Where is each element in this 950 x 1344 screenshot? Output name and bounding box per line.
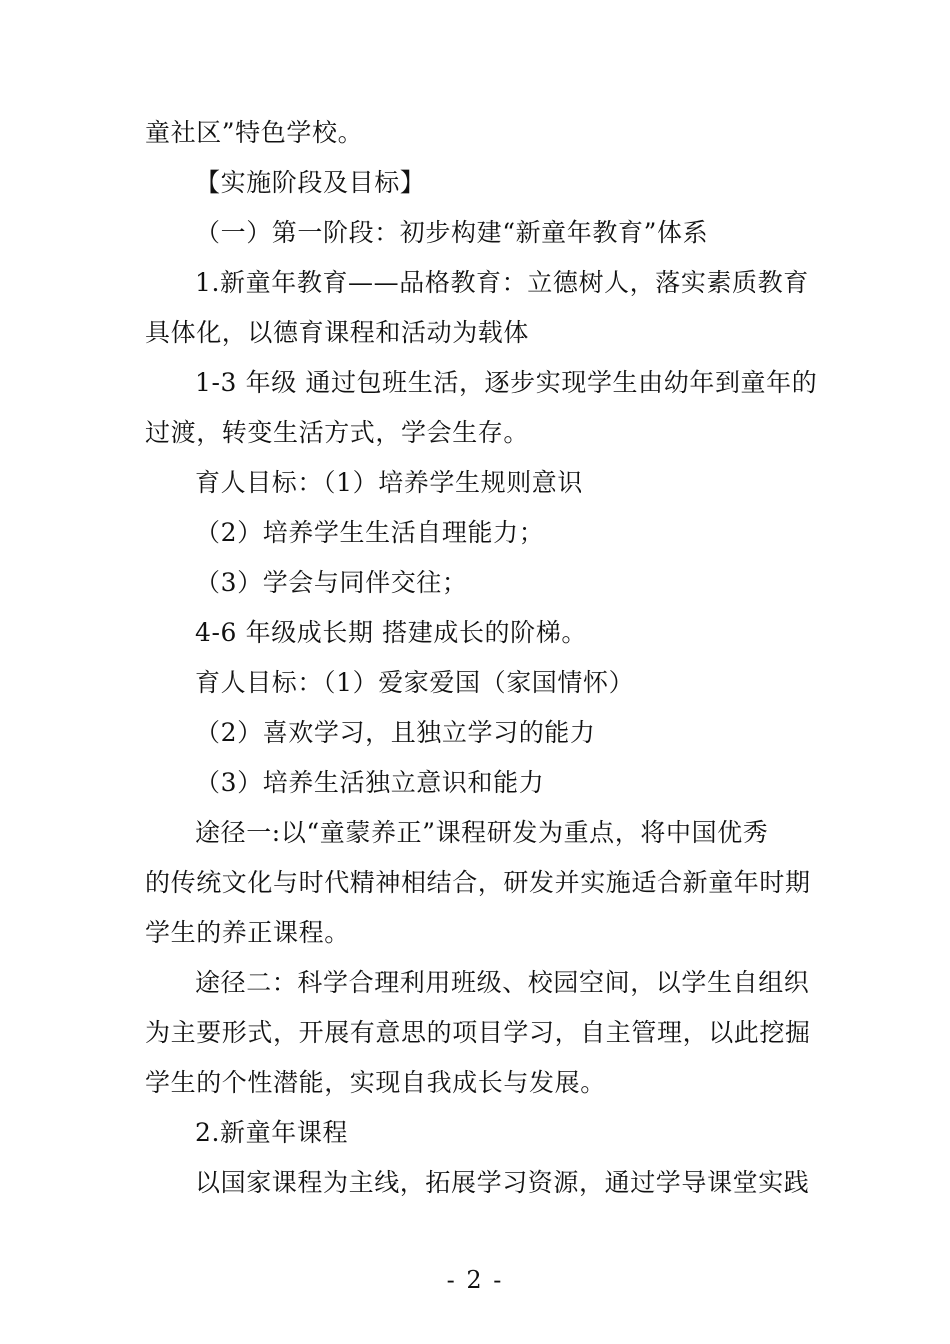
paragraph-line: 童社区”特色学校。: [145, 118, 364, 147]
paragraph-line: 4-6 年级成长期 搭建成长的阶梯。: [195, 618, 587, 647]
paragraph-line: 以国家课程为主线，拓展学习资源，通过学导课堂实践: [195, 1168, 810, 1197]
paragraph-line: 过渡，转变生活方式，学会生存。: [145, 418, 530, 447]
paragraph-line: 途径一:以“童蒙养正”课程研发为重点，将中国优秀: [195, 818, 769, 847]
goal-line: （3）培养生活独立意识和能力: [195, 768, 545, 797]
paragraph-line: 为主要形式，开展有意思的项目学习，自主管理，以此挖掘: [145, 1018, 811, 1047]
section-heading: 【实施阶段及目标】: [195, 168, 426, 197]
stage-heading: （一）第一阶段：初步构建“新童年教育”体系: [195, 218, 709, 247]
goal-line: 育人目标：（1）爱家爱国（家国情怀）: [195, 668, 635, 697]
paragraph-line: 学生的养正课程。: [145, 918, 350, 947]
page-number: - 2 -: [446, 1266, 504, 1294]
paragraph-line: 的传统文化与时代精神相结合，研发并实施适合新童年时期: [145, 868, 811, 897]
paragraph-line: 具体化，以德育课程和活动为载体: [145, 318, 530, 347]
paragraph-line: 途径二：科学合理利用班级、校园空间，以学生自组织: [195, 968, 810, 997]
goal-line: （2）喜欢学习，且独立学习的能力: [195, 718, 596, 747]
goal-line: （2）培养学生生活自理能力；: [195, 518, 545, 547]
item-heading: 1.新童年教育——品格教育：立德树人，落实素质教育: [195, 268, 809, 297]
goal-line: （3）学会与同伴交往；: [195, 568, 468, 597]
paragraph-line: 1-3 年级 通过包班生活，逐步实现学生由幼年到童年的: [195, 368, 818, 397]
item-heading: 2.新童年课程: [195, 1118, 349, 1147]
goal-line: 育人目标：（1）培养学生规则意识: [195, 468, 584, 497]
paragraph-line: 学生的个性潜能，实现自我成长与发展。: [145, 1068, 606, 1097]
